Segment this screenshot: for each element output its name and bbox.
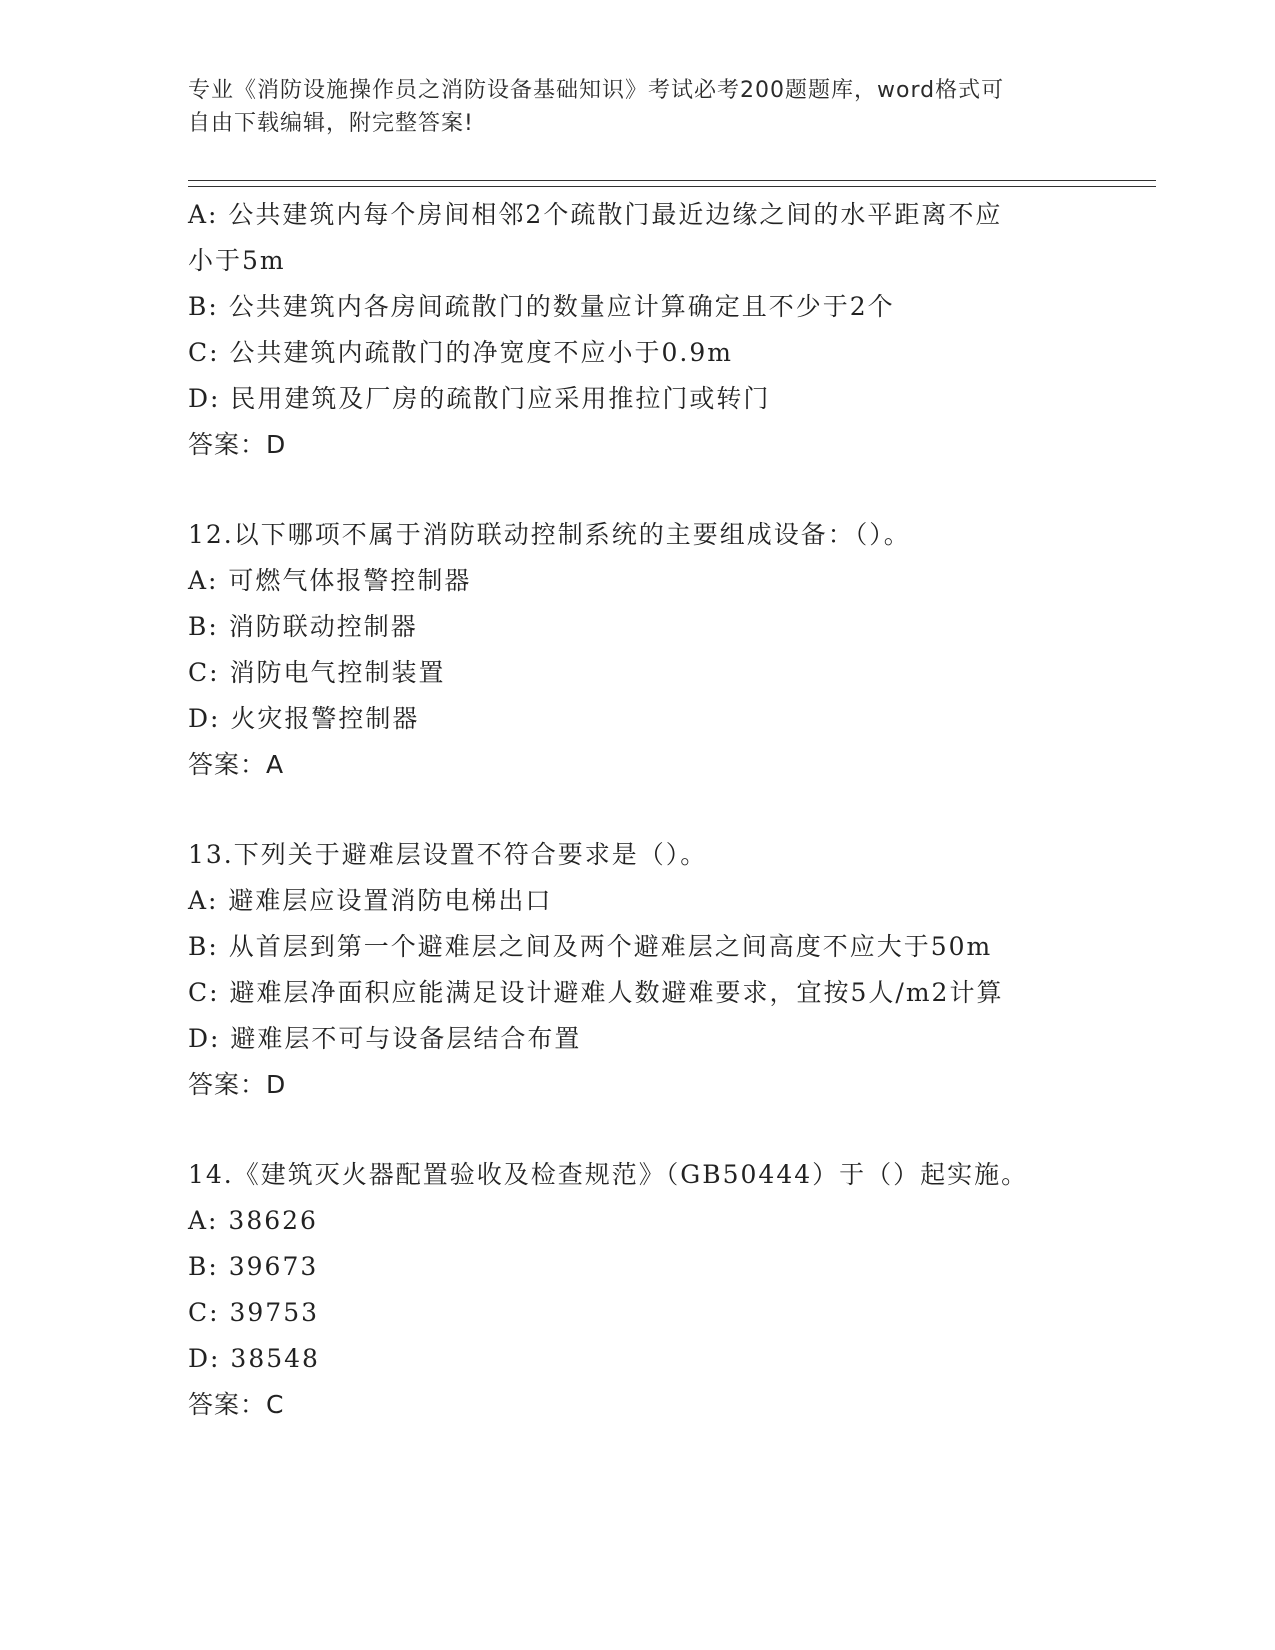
answer-label: 答案：D bbox=[188, 1070, 287, 1099]
question-block-11 bbox=[188, 192, 1088, 468]
option-a: A: 公共建筑内每个房间相邻2个疏散门最近边缘之间的水平距离不应 bbox=[188, 200, 1003, 229]
question-stem: 13.下列关于避难层设置不符合要求是（）。 bbox=[188, 840, 708, 869]
option-b: B: 公共建筑内各房间疏散门的数量应计算确定且不少于2个 bbox=[188, 292, 895, 321]
header-line-1: 专业《消防设施操作员之消防设备基础知识》考试必考200题题库，word格式可 bbox=[188, 78, 1005, 103]
option-a: A: 可燃气体报警控制器 bbox=[188, 566, 472, 595]
option-d: D: 38548 bbox=[188, 1344, 320, 1373]
answer-label: 答案：A bbox=[188, 750, 285, 779]
option-b: B: 从首层到第一个避难层之间及两个避难层之间高度不应大于50m bbox=[188, 932, 993, 961]
question-block-14 bbox=[188, 1152, 1088, 1428]
option-a: A: 38626 bbox=[188, 1206, 318, 1235]
spacer bbox=[188, 788, 1088, 832]
answer-label: 答案：D bbox=[188, 430, 287, 459]
option-b: B: 39673 bbox=[188, 1252, 319, 1281]
option-c: C: 消防电气控制装置 bbox=[188, 658, 446, 687]
option-c: C: 公共建筑内疏散门的净宽度不应小于0.9m bbox=[188, 338, 733, 367]
spacer bbox=[188, 1108, 1088, 1152]
header-divider-top bbox=[188, 180, 1156, 181]
option-c: C: 39753 bbox=[188, 1298, 320, 1327]
option-a-continued: 小于5m bbox=[188, 246, 286, 275]
answer-label: 答案：C bbox=[188, 1390, 285, 1419]
option-d: D: 火灾报警控制器 bbox=[188, 704, 420, 733]
question-block-12 bbox=[188, 512, 1088, 788]
option-a: A: 避难层应设置消防电梯出口 bbox=[188, 886, 553, 915]
question-list bbox=[188, 192, 1088, 1428]
option-d: D: 避难层不可与设备层结合布置 bbox=[188, 1024, 582, 1053]
document-header bbox=[188, 74, 1088, 140]
question-stem: 12.以下哪项不属于消防联动控制系统的主要组成设备：（）。 bbox=[188, 520, 911, 549]
header-divider-bottom bbox=[188, 186, 1156, 187]
question-stem: 14.《建筑灭火器配置验收及检查规范》（GB50444）于（）起实施。 bbox=[188, 1160, 1029, 1189]
option-d: D: 民用建筑及厂房的疏散门应采用推拉门或转门 bbox=[188, 384, 771, 413]
header-line-2: 自由下载编辑，附完整答案! bbox=[188, 111, 474, 136]
option-c: C: 避难层净面积应能满足设计避难人数避难要求，宜按5人/m2计算 bbox=[188, 978, 1004, 1007]
question-block-13 bbox=[188, 832, 1088, 1108]
option-b: B: 消防联动控制器 bbox=[188, 612, 418, 641]
spacer bbox=[188, 468, 1088, 512]
